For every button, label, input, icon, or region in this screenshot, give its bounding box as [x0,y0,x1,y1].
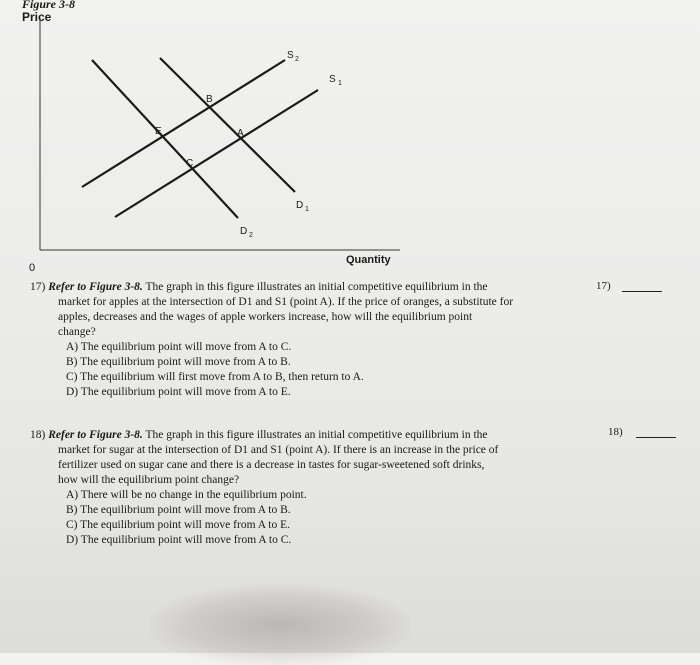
question-17-option-a[interactable]: A) The equilibrium point will move from A to C. [66,341,292,353]
supply-curve-s2 [82,60,285,187]
answer-17-number: 17) [596,280,611,292]
question-17-stem [30,280,590,340]
question-18-line3: fertilizer used on sugar cane and there is a decrease in tastes for sugar-sweetened soft drinks, [58,459,485,471]
label-d2: D [240,226,248,237]
point-e-label: E [155,126,162,137]
question-18-stem [30,428,590,488]
supply-curve-s1 [115,90,318,217]
point-b-label: B [206,94,213,105]
label-d1: D [296,200,304,211]
question-17-line2: market for apples at the intersection of D1 and S1 (point A). If the price of oranges, a substitute for [58,296,514,308]
question-18-line4: how will the equilibrium point change? [58,474,240,486]
label-s2: S [287,50,294,61]
label-d2-sub: 2 [249,232,253,239]
question-17-line1: The graph in this figure illustrates an initial competitive equilibrium in the [145,281,488,293]
question-18-option-a[interactable]: A) There will be no change in the equilibrium point. [66,489,307,501]
question-18-number: 18) [30,429,46,441]
answer-18-blank[interactable] [636,437,676,438]
question-18-line1: The graph in this figure illustrates an initial competitive equilibrium in the [145,429,488,441]
question-17-option-d[interactable]: D) The equilibrium point will move from A to E. [66,386,291,398]
demand-curve-d2 [92,60,238,218]
figure-title: Figure 3-8 [22,0,76,11]
point-c-label: C [186,158,194,169]
origin-label: 0 [29,262,36,274]
question-17-options [30,340,590,400]
hand-shadow [150,585,410,665]
point-a-label: A [237,128,244,139]
question-18-option-b[interactable]: B) The equilibrium point will move from A to B. [66,504,291,516]
label-s2-sub: 2 [295,56,299,63]
question-18-line2: market for sugar at the intersection of D1 and S1 (point A). If there is an increase in the price of [58,444,499,456]
x-axis-label: Quantity [346,254,391,266]
question-18-reference: Refer to Figure 3-8. [48,429,143,441]
question-18-options [30,488,590,548]
supply-demand-graph [0,0,700,280]
question-17 [30,280,590,400]
question-17-option-c[interactable]: C) The equilibrium will first move from A to B, then return to A. [66,371,364,383]
label-s1: S [329,74,336,85]
y-axis-label: Price [22,10,52,24]
question-17-line3: apples, decreases and the wages of apple workers increase, how will the equilibrium point [58,311,473,323]
question-17-option-b[interactable]: B) The equilibrium point will move from A to B. [66,356,291,368]
answer-17-blank[interactable] [622,291,662,292]
question-17-number: 17) [30,281,46,293]
question-18-option-c[interactable]: C) The equilibrium point will move from A to E. [66,519,291,531]
label-d1-sub: 1 [305,206,309,213]
label-s1-sub: 1 [338,80,342,87]
answer-18-number: 18) [608,426,623,438]
question-18 [30,428,590,548]
question-17-reference: Refer to Figure 3-8. [48,281,143,293]
question-18-option-d[interactable]: D) The equilibrium point will move from A to C. [66,534,292,546]
question-17-line4: change? [58,326,96,338]
